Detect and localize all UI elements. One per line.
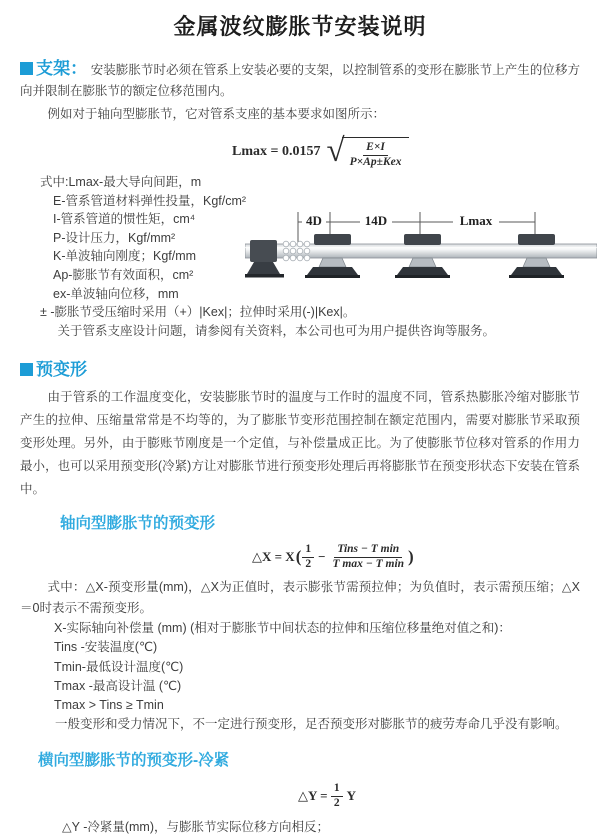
temperature-numerator: Tins − T min [334, 543, 402, 558]
sqrt-expression [326, 135, 409, 169]
support-intro-text: 安装膨胀节时必须在管系上安装必要的支架，以控制管系的变形在膨胀节上产生的位移方向并限制在膨胀节的额定位移范围内。 [20, 63, 580, 98]
lmax-formula [232, 135, 580, 169]
half-numerator: 1 [302, 543, 314, 558]
predeform-heading: 预变形 [36, 360, 87, 380]
tins-definition: Tins -安装温度(℃) [54, 640, 158, 655]
section-square-icon [20, 62, 33, 75]
list-item: P-设计压力，Kgf/mm² [53, 230, 176, 245]
lateral-formula-lhs: △Y = [298, 788, 328, 804]
minus-sign: − [318, 549, 326, 565]
lateral-formula-rhs: Y [346, 788, 356, 804]
lmax-fraction-denominator: P×Ap±Kex [349, 155, 402, 168]
temperature-inequality: Tmax > Tins ≥ Tmin [54, 697, 164, 712]
dim-label-4d: 4D [306, 213, 322, 228]
plusminus-note: ± -膨胀节受压缩时采用（+）|Kex|；拉伸时采用(-)|Kex|。 [40, 305, 356, 320]
lmax-fraction [347, 141, 405, 169]
tmin-definition: Tmin-最低设计温度(℃) [54, 659, 184, 674]
sqrt-radical-icon: √ [326, 133, 345, 169]
list-item: Ap-膨胀节有效面积，cm² [53, 267, 194, 282]
half-denominator: 2 [305, 557, 312, 570]
section-square-icon [20, 363, 33, 376]
axial-formula [252, 543, 580, 571]
left-paren: ( [295, 547, 302, 567]
sqrt-body [342, 137, 410, 169]
support-example-text: 例如对于轴向型膨胀节，它对管系支座的基本要求如图所示： [47, 107, 386, 121]
list-item: ex-单波轴向位移，mm [53, 286, 179, 301]
consult-note: 关于管系支座设计问题，请参阅有关资料，本公司也可为用户提供咨询等服务。 [57, 324, 496, 339]
support-section [20, 58, 580, 102]
predeform-section-heading [20, 355, 580, 380]
lateral-subheading: 横向型膨胀节的预变形-冷紧 [38, 752, 230, 770]
axial-subheading: 轴向型膨胀节的预变形 [60, 515, 216, 533]
axial-explain-text: 式中：△X-预变形量(mm)，△X为正值时，表示膨张节需预拉伸；为负值时，表示需预压缩；△X＝0时表示不需预变形。 [20, 580, 580, 616]
lateral-formula [298, 782, 580, 810]
list-item: E-管系管道材料弹性投量，Kgf/cm² [53, 193, 247, 208]
half-fraction [302, 543, 314, 571]
tmax-definition: Tmax -最高设计温 (℃) [54, 678, 182, 693]
right-paren: ) [408, 547, 414, 567]
lateral-note: △Y -冷紧量(mm)，与膨胀节实际位移方向相反； [62, 820, 330, 835]
axial-note: 一般变形和受力情况下，不一定进行预变形，足否预变形对膨胀节的疲劳寿命几乎没有影响。 [55, 717, 568, 732]
temperature-fraction [330, 543, 408, 571]
page-title: 金属波纹膨胀节安装说明 [173, 14, 427, 39]
lmax-fraction-numerator: E×I [363, 141, 388, 156]
list-item: 式中:Lmax-最大导向间距，m [40, 175, 202, 189]
axial-formula-lhs: △X = X [252, 549, 295, 565]
list-item: I-管系管道的惯性矩，cm⁴ [53, 212, 196, 227]
predeform-body-text: 由于管系的工作温度变化，安装膨胀节时的温度与工作时的温度不同，管系热膨胀冷缩对膨胀节产生的拉伸、压缩量常常是不均等的，为了膨胀节变形范围控制在额定范围内，需要对膨胀节采取预变形处理。另外，由于膨账节刚度是一个定值，与补偿量成正比。为了使膨胀节位移对管系的作用力最小，也可以采用预变形(冷紧)方让对膨胀节进行预变形处理后再将膨胀节在预变形状态下安装在管系中。 [20, 390, 580, 497]
lateral-half-fraction [331, 782, 343, 810]
support-heading: 支架： [36, 59, 88, 78]
dim-label-lmax: Lmax [459, 213, 493, 228]
lateral-half-denominator: 2 [333, 796, 340, 809]
temperature-denominator: T max − T min [332, 557, 405, 570]
list-item: K-单波轴向刚度；Kgf/mm [53, 249, 197, 264]
dim-label-14d: 14D [364, 213, 388, 228]
pipe-support-diagram [245, 204, 597, 299]
lmax-formula-lhs: Lmax = 0.0157 [232, 144, 321, 159]
lateral-half-numerator: 1 [331, 782, 343, 797]
x-definition: X-实际轴向补偿量 (mm) (相对于膨胀节中间状态的拉伸和压缩位移量绝对值之和)： [54, 621, 511, 636]
document-page [0, 12, 600, 837]
